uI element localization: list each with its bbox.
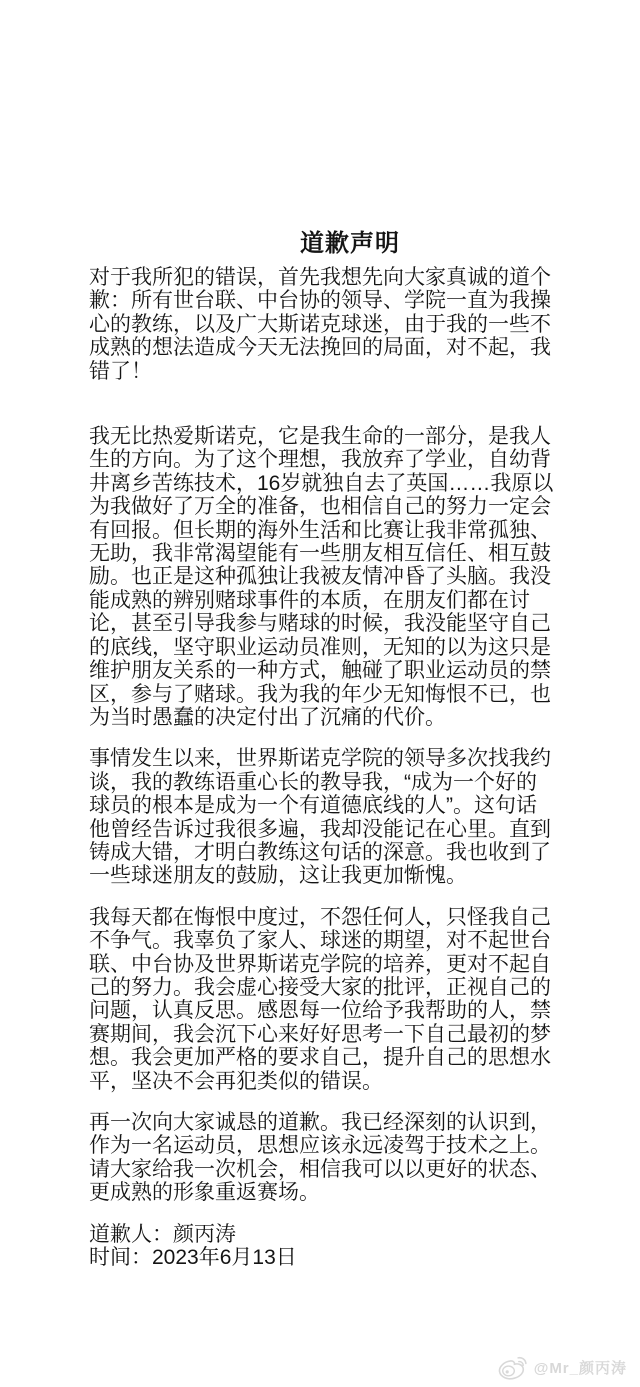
watermark [497, 1353, 627, 1381]
signer-line: 道歉人：颜丙涛 [89, 1222, 236, 1246]
weibo-icon [497, 1353, 529, 1381]
paragraph-reflection: 我每天都在悔恨中度过，不怨任何人，只怪我自己不争气。我辜负了家人、球迷的期望，对不起世台联、中台协及世界斯诺克学院的培养，更对不起自己的努力。我会虚心接受大家的批评，正视自己的问题，认真反思。感恩每一位给予我帮助的人，禁赛期间，我会沉下心来好好思考一下自己最初的梦想。我会更加严格的要求自己，提升自己的思想水平，坚决不会再犯类似的错误。 [89, 905, 551, 1093]
paragraph-coach-guidance: 事情发生以来，世界斯诺克学院的领导多次找我约谈，我的教练语重心长的教导我，“成为一个好的球员的根本是成为一个有道德底线的人”。这句话他曾经告诉过我很多遍，我却没能记在心里。直到铸成大错，才明白教练这句话的深意。我也收到了一些球迷朋友的鼓励，这让我更加惭愧。 [89, 747, 551, 888]
date-line: 时间：2023年6月13日 [89, 1246, 297, 1270]
paragraph-background-mistake: 我无比热爱斯诺克，它是我生命的一部分，是我人生的方向。为了这个理想，我放弃了学业，自幼背井离乡苦练技术，16岁就独自去了英国……我原以为我做好了万全的准备，也相信自己的努力一定会有回报。但长期的海外生活和比赛让我非常孤独、无助，我非常渴望能有一些朋友相互信任、相互鼓励。也正是这种孤独让我被友情冲昏了头脑。我没能成熟的辨别赌球事件的本质，在朋友们都在讨论，甚至引导我参与赌球的时候，我没能坚守自己的底线，坚守职业运动员准则，无知的以为这只是维护朋友关系的一种方式，触碰了职业运动员的禁区，参与了赌球。我为我的年少无知悔恨不已，也为当时愚蠢的决定付出了沉痛的代价。 [89, 425, 554, 729]
watermark-text: @Mr_颜丙涛 [533, 1359, 627, 1377]
page-title: 道歉声明 [300, 230, 400, 257]
apology-document [89, 229, 555, 1269]
paragraph-intro-apology: 对于我所犯的错误，首先我想先向大家真诚的道个歉：所有世台联、中台协的领导、学院一直为我操心的教练，以及广大斯诺克球迷，由于我的一些不成熟的想法造成今天无法挽回的局面，对不起，我错了！ [89, 266, 551, 383]
paragraph-final-apology: 再一次向大家诚恳的道歉。我已经深刻的认识到，作为一名运动员，思想应该永远凌驾于技术之上。请大家给我一次机会，相信我可以以更好的状态、更成熟的形象重返赛场。 [89, 1111, 551, 1205]
